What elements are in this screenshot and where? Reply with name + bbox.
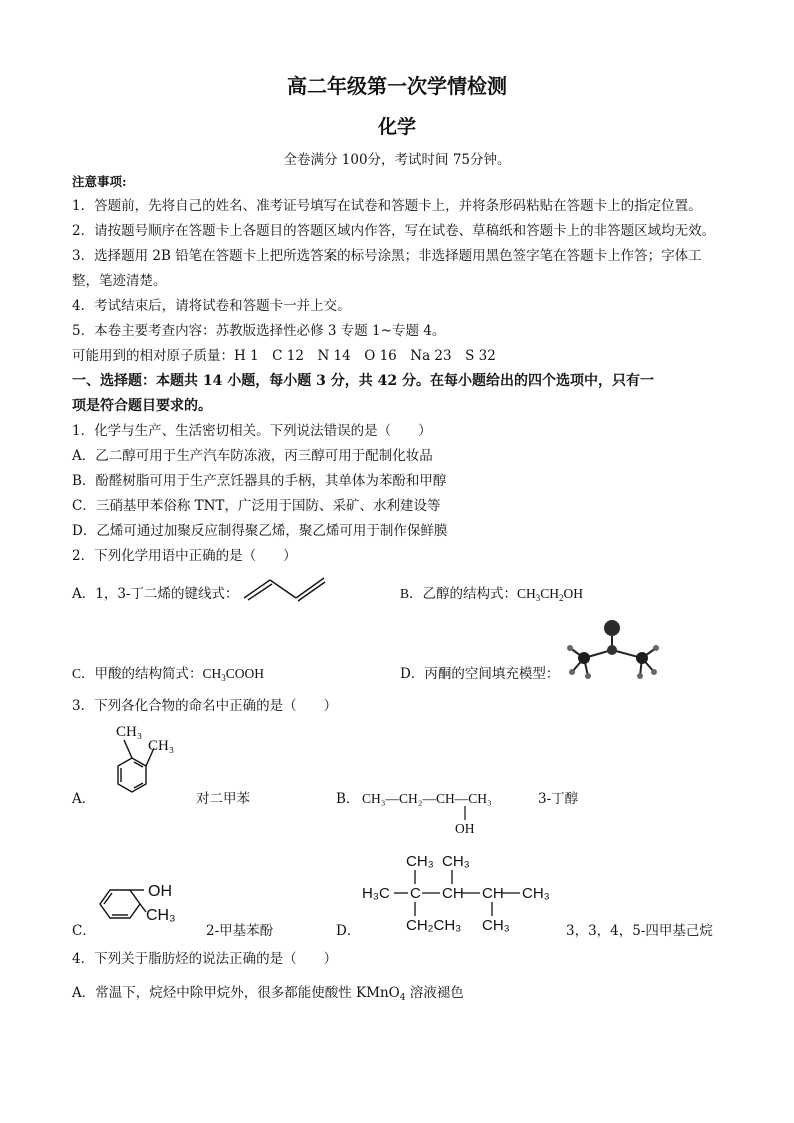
d-ch-1: CH: [442, 885, 464, 902]
q3-option-a-label: A．: [72, 791, 96, 807]
q3-option-d-name: 3，3，4，5-四甲基己烷: [566, 923, 713, 939]
cresol-structure-figure: [96, 880, 192, 930]
q2-option-c-label: C．甲酸的结构简式：: [72, 666, 203, 681]
d-right-methyl: CH₃: [522, 885, 550, 902]
cresol-methyl: CH₃: [146, 907, 176, 924]
d-ch-2: CH: [482, 885, 504, 902]
alkane-structure-figure: [358, 846, 554, 938]
q4-option-a: A．常温下，烷烃中除甲烷外，很多都能使酸性 KMnO$_4$ 溶液褪色: [72, 985, 464, 1003]
note-item: 2．请按题号顺序在答题卡上各题目的答题区域内作答，写在试卷、草稿纸和答题卡上的非答题区域均无效。: [72, 223, 716, 239]
subject-title: 化学: [377, 116, 416, 138]
q2-option-b: B．乙醇的结构式：$CH_3CH_2OH$: [400, 586, 584, 603]
q3-option-d-label: D．: [336, 923, 361, 939]
acetone-space-filling-model: [562, 612, 666, 688]
note-item: 5．本卷主要考查内容：苏教版选择性必修 3 专题 1~专题 4。: [72, 323, 446, 339]
q4-stem: 4．下列关于脂肪烃的说法正确的是（ ）: [72, 951, 338, 967]
q3-option-b-structure: CH₃—CH₂—CH—CH₃: [362, 791, 492, 806]
butadiene-skeletal-figure: [240, 568, 336, 604]
q1-option-c: C．三硝基甲苯俗称 TNT，广泛用于国防、采矿、水利建设等: [72, 498, 441, 514]
q3-stem: 3．下列各化合物的命名中正确的是（ ）: [72, 698, 338, 714]
q3-option-b-label: B．: [336, 791, 360, 807]
q3-option-b-name: 3-丁醇: [538, 791, 579, 807]
d-quaternary-c: C: [410, 885, 421, 902]
exam-info: 全卷满分 100分，考试时间 75分钟。: [283, 152, 511, 168]
notes-heading: 注意事项:: [72, 174, 127, 189]
q1-option-d: D．乙烯可通过加聚反应制得聚乙烯，聚乙烯可用于制作保鲜膜: [72, 523, 448, 539]
note-item: 4．考试结束后，请将试卷和答题卡一并上交。: [72, 298, 351, 314]
d-left-methyl: H₃C: [362, 885, 390, 902]
cresol-hydroxyl: OH: [148, 883, 172, 900]
note-item: 3．选择题用 2B 铅笔在答题卡上把所选答案的标号涂黑；非选择题用黑色签字笔在答题卡上作答；字体工: [72, 248, 702, 264]
note-item: 整，笔迹清楚。: [72, 273, 167, 289]
q3-option-c-label: C．: [72, 923, 96, 939]
exam-title: 高二年级第一次学情检测: [287, 74, 507, 98]
q2-option-a: A．1，3-丁二烯的键线式：: [72, 586, 239, 602]
q1-option-a: A．乙二醇可用于生产汽车防冻液，丙三醇可用于配制化妆品: [72, 448, 433, 464]
atomic-masses: 可能用到的相对原子质量：H 1 C 12 N 14 O 16 Na 23 S 32: [72, 348, 496, 364]
q1-option-b: B．酚醛树脂可用于生产烹饪器具的手柄，其单体为苯酚和甲醇: [72, 473, 447, 489]
note-item: 1．答题前，先将自己的姓名、准考证号填写在试卷和答题卡上，并将条形码粘贴在答题卡上的指定位置。: [72, 198, 702, 214]
section-heading-cont: 项是符合题目要求的。: [72, 398, 212, 414]
q2-option-c: C．甲酸的结构简式：$CH_3COOH$: [72, 666, 265, 683]
q3-option-a-name: 对二甲苯: [196, 791, 250, 807]
q2-option-b-label: B．乙醇的结构式：: [400, 586, 518, 601]
xylene-methyl-1: CH₃: [116, 724, 143, 740]
q1-stem: 1．化学与生产、生活密切相关。下列说法错误的是（ ）: [72, 423, 432, 439]
xylene-structure-figure: [98, 716, 188, 808]
q2-stem: 2．下列化学用语中正确的是（ ）: [72, 548, 297, 564]
q3-option-c-name: 2-甲基苯酚: [206, 923, 274, 939]
section-heading: 一、选择题：本题共 14 小题，每小题 3 分，共 42 分。在每小题给出的四个选项中，只有一: [72, 373, 654, 389]
q2-option-d: D．丙酮的空间填充模型：: [400, 666, 560, 682]
d-bottom-methyl: CH₃: [482, 917, 510, 934]
d-ethyl: CH₂CH₃: [406, 917, 462, 934]
d-top-methyl-2: CH₃: [442, 853, 470, 870]
d-top-methyl-1: CH₃: [406, 853, 434, 870]
q3-option-b-oh: OH: [455, 821, 475, 836]
xylene-methyl-2: CH₃: [148, 738, 175, 754]
